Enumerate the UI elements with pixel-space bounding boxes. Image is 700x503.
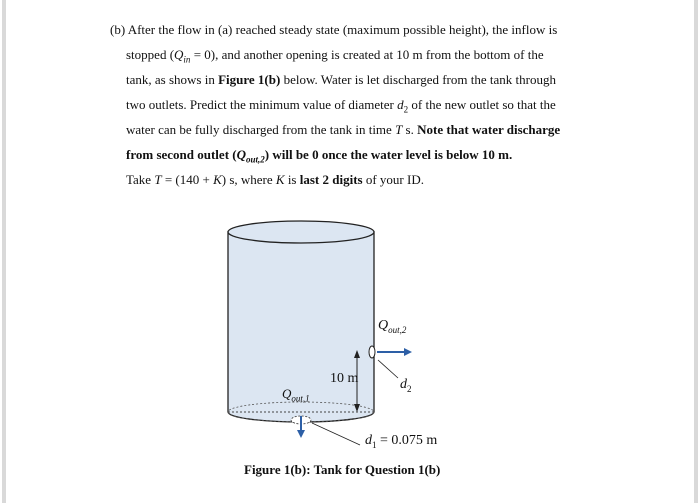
figure-caption: Figure 1(b): Tank for Question 1(b) [244, 462, 441, 477]
q-out1-label: $Q_{out,1}$ [282, 386, 310, 404]
question-line-7: Take T = (140 + K) s, where K is last 2 digits of your ID. [126, 172, 424, 187]
d2-leader-line [378, 360, 398, 378]
question-line-3: tank, as shows in Figure 1(b) below. Water is let discharged from the tank through [126, 72, 556, 87]
question-line-6: from second outlet $(Q_{out,2})$ will be 0 once the water level is below 10 m. [126, 147, 513, 165]
question-line-4: two outlets. Predict the minimum value of diameter $d_2$ of the new outlet so that the [126, 97, 556, 115]
q-out1-arrowhead [297, 430, 305, 438]
question-line-5: water can be fully discharged from the tank in time T s. Note that water discharge [126, 122, 561, 137]
height-label: 10 m [330, 371, 359, 386]
question-line-2: stopped $(Q_{in} = 0)$, and another opening is created at 10 m from the bottom of the [126, 47, 544, 65]
question-line-1: (b) After the flow in (a) reached steady state (maximum possible height), the inflow is [110, 22, 558, 37]
d2-label: $d_2$ [400, 377, 412, 394]
q-out2-label: $Q_{out,2}$ [378, 318, 407, 335]
d1-label: $d_1 = 0.075$ m [365, 433, 438, 450]
q-out2-arrowhead [404, 348, 412, 356]
d1-leader-line [312, 423, 360, 445]
tank-top-rim [228, 221, 374, 243]
side-outlet-opening [369, 346, 375, 358]
